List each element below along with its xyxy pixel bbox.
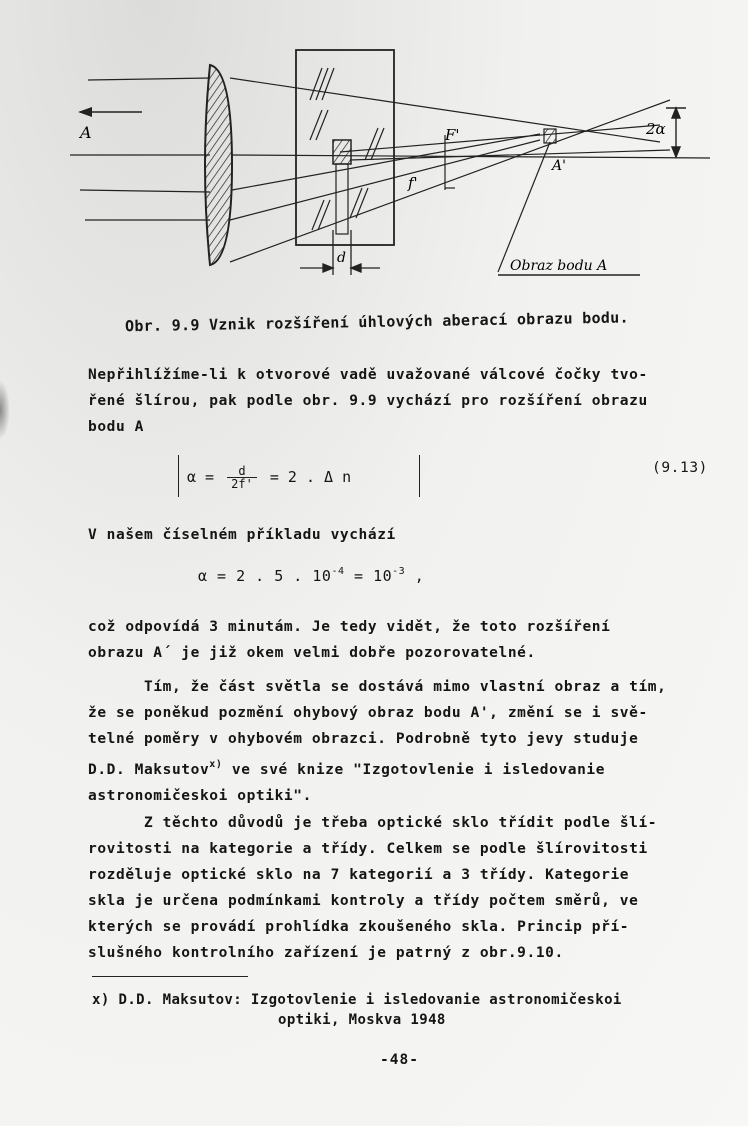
label-2-alpha: 2α (646, 120, 666, 138)
eq2-suffix: , (405, 567, 425, 585)
label-F-prime: F' (445, 126, 460, 144)
eq-lhs: α = (187, 468, 215, 486)
text-line: Nepřihlížíme-li k otvorové vadě uvažované válcové čočky tvo- (88, 367, 648, 383)
cylindrical-lens (205, 65, 232, 265)
text-line (88, 752, 728, 783)
text-line: rozděluje optické sklo na 7 kategorií a 3 třídy. Kategorie (88, 867, 630, 883)
equation-example (198, 566, 424, 585)
text-line: V našem číselném příkladu vychází (88, 527, 396, 543)
text-line: že se poněkud pozmění ohybový obraz bodu A', změní se i svě- (88, 705, 648, 721)
text-line: telné poměry v ohybovém obrazci. Podrobně tyto jevy studuje (88, 731, 639, 747)
scan-shadow (0, 380, 10, 440)
label-obraz-bodu: Obraz bodu A (510, 258, 608, 274)
eq-denominator: 2f' (231, 477, 253, 491)
incoming-rays (70, 78, 210, 220)
page-number: -48- (380, 1052, 419, 1068)
equation-9-13 (178, 455, 420, 497)
footnote-line: x) D.D. Maksutov: Izgotovlenie i isledovanie astronomičeskoi (92, 992, 622, 1008)
text-line: Tím, že část světla se dostává mimo vlastní obraz a tím, (144, 679, 667, 695)
paragraph-intro (88, 362, 728, 440)
eq2-exp1: -4 (331, 566, 345, 577)
text-line: slušného kontrolního zařízení je patrný z obr.9.10. (88, 945, 564, 961)
eq2-middle: = 10 (344, 567, 393, 585)
paragraph-diffraction (88, 674, 728, 809)
eq2-prefix: α = 2 . 5 . 10 (198, 567, 332, 585)
equation-number: (9.13) (652, 460, 708, 476)
eq2-exp2: -3 (392, 566, 406, 577)
text-line: Z těchto důvodů je třeba optické sklo třídit podle šlí- (144, 815, 658, 831)
paragraph-example (88, 522, 728, 548)
eq-numerator: d (227, 465, 257, 478)
text-fragment: ve své knize "Izgotovlenie i isledovanie (222, 762, 606, 778)
text-line: astronomičeskoi optiki". (88, 788, 312, 804)
text-line: obrazu A´ je již okem velmi dobře pozorovatelné. (88, 645, 536, 661)
refracted-rays (230, 78, 710, 262)
text-line: rovitosti na kategorie a třídy. Celkem se podle šlírovitosti (88, 841, 648, 857)
text-line: kterých se provádí prohlídka zkoušeného skla. Princip pří- (88, 919, 630, 935)
eq-fraction (227, 465, 257, 490)
footnote (92, 990, 732, 1030)
label-f-prime: f' (408, 174, 418, 192)
author-name: D.D. Maksutov (88, 762, 210, 778)
footnote-rule (92, 976, 248, 977)
arrow-A (78, 107, 142, 117)
eq-rhs: = 2 . Δ n (269, 468, 352, 486)
footnote-mark: x) (209, 759, 223, 770)
figure-9-9 (60, 30, 720, 300)
text-line: což odpovídá 3 minutám. Je tedy vidět, že toto rozšíření (88, 619, 611, 635)
paragraph-result (88, 614, 728, 666)
label-d: d (337, 250, 346, 266)
optical-diagram (60, 30, 720, 300)
paragraph-classification (88, 810, 728, 966)
figure-caption: Obr. 9.9 Vznik rozšíření úhlových aberací obrazu bodu. (124, 308, 630, 336)
label-A-prime: A' (552, 158, 566, 174)
image-point (544, 129, 556, 143)
text-line: skla je určena podmínkami kontroly a třídy počtem směrů, ve (88, 893, 639, 909)
label-A: A (80, 123, 92, 142)
text-line: bodu A (88, 419, 144, 435)
footnote-line: optiki, Moskva 1948 (278, 1012, 446, 1028)
text-line: řené šlírou, pak podle obr. 9.9 vychází pro rozšíření obrazu (88, 393, 648, 409)
